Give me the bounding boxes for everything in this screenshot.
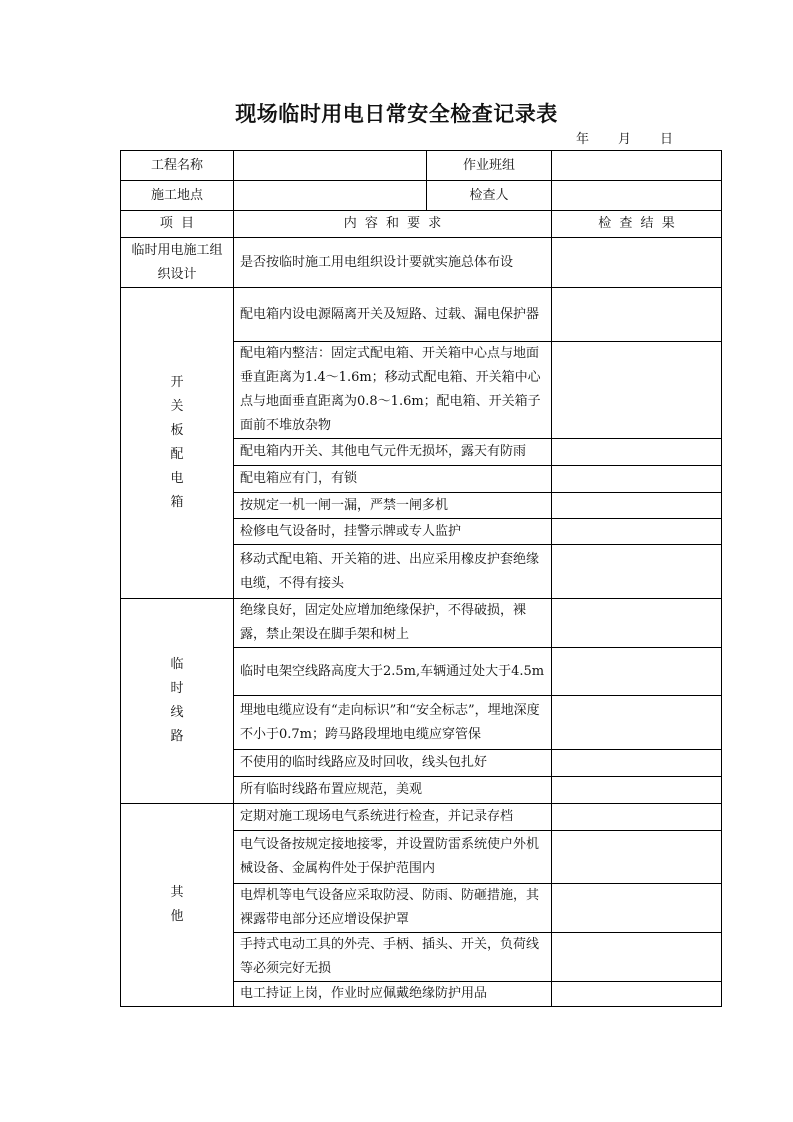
column-item: 项 目 — [121, 211, 234, 238]
requirement-text: 是否按临时施工用电组织设计要就实施总体布设 — [234, 238, 552, 288]
date-day: 日 — [660, 132, 674, 147]
requirement-text: 移动式配电箱、开关箱的进、出应采用橡皮护套绝缘电缆，不得有接头 — [234, 545, 552, 599]
result-field[interactable] — [552, 831, 722, 884]
requirement-text: 不使用的临时线路应及时回收，线头包扎好 — [234, 750, 552, 777]
requirement-text: 配电箱内设电源隔离开关及短路、过载、漏电保护器 — [234, 288, 552, 342]
column-content: 内 容 和 要 求 — [234, 211, 552, 238]
table-row — [121, 599, 722, 648]
table-row — [121, 288, 722, 342]
page-title: 现场临时用电日常安全检查记录表 — [235, 102, 558, 126]
table-row — [121, 238, 722, 288]
requirement-text: 电气设备按规定接地接零，并设置防雷系统使户外机械设备、金属构件处于保护范围内 — [234, 831, 552, 884]
requirement-text: 所有临时线路布置应规范，美观 — [234, 777, 552, 804]
requirement-text: 电工持证上岗，作业时应佩戴绝缘防护用品 — [234, 982, 552, 1007]
requirement-text: 埋地电缆应设有“走向标识”和“安全标志”，埋地深度不小于0.7m；跨马路段埋地电缆应穿管保 — [234, 696, 552, 750]
date-line — [576, 128, 673, 147]
requirement-text: 绝缘良好，固定处应增加绝缘保护，不得破损，裸露，禁止架设在脚手架和树上 — [234, 599, 552, 648]
result-field[interactable] — [552, 648, 722, 696]
result-field[interactable] — [552, 696, 722, 750]
result-field[interactable] — [552, 750, 722, 777]
result-field[interactable] — [552, 777, 722, 804]
requirement-text: 电焊机等电气设备应采取防浸、防雨、防砸措施，其裸露带电部分还应增设保护罩 — [234, 884, 552, 933]
result-field[interactable] — [552, 519, 722, 545]
header-row-project — [121, 151, 722, 181]
column-result: 检 查 结 果 — [552, 211, 722, 238]
result-field[interactable] — [552, 982, 722, 1007]
requirement-text: 配电箱内开关、其他电气元件无损坏，露天有防雨 — [234, 439, 552, 466]
header-row-site — [121, 181, 722, 211]
table-row — [121, 804, 722, 831]
column-header-row — [121, 211, 722, 238]
inspector-field[interactable] — [552, 181, 722, 211]
requirement-text: 手持式电动工具的外壳、手柄、插头、开关，负荷线等必须完好无损 — [234, 933, 552, 982]
site-label: 施工地点 — [121, 181, 234, 211]
project-name-field[interactable] — [234, 151, 427, 181]
team-label: 作业班组 — [427, 151, 552, 181]
section-label: 临 时 线 路 — [121, 599, 234, 804]
result-field[interactable] — [552, 238, 722, 288]
inspector-label: 检查人 — [427, 181, 552, 211]
date-month: 月 — [618, 132, 632, 147]
section-label: 开 关 板 配 电 箱 — [121, 288, 234, 599]
site-field[interactable] — [234, 181, 427, 211]
team-field[interactable] — [552, 151, 722, 181]
requirement-text: 检修电气设备时，挂警示牌或专人监护 — [234, 519, 552, 545]
result-field[interactable] — [552, 933, 722, 982]
date-year: 年 — [576, 132, 590, 147]
project-name-label: 工程名称 — [121, 151, 234, 181]
requirement-text: 配电箱应有门，有锁 — [234, 466, 552, 493]
requirement-text: 配电箱内整洁：固定式配电箱、开关箱中心点与地面垂直距离为1.4～1.6m；移动式配电箱、开关箱中心点与地面垂直距离为0.8～1.6m；配电箱、开关箱子面前不堆放杂物 — [234, 342, 552, 439]
requirement-text: 临时电架空线路高度大于2.5m,车辆通过处大于4.5m — [234, 648, 552, 696]
section-label: 临时用电施工组织设计 — [121, 238, 234, 288]
result-field[interactable] — [552, 545, 722, 599]
result-field[interactable] — [552, 804, 722, 831]
result-field[interactable] — [552, 884, 722, 933]
result-field[interactable] — [552, 439, 722, 466]
result-field[interactable] — [552, 599, 722, 648]
requirement-text: 按规定一机一闸一漏，严禁一闸多机 — [234, 493, 552, 519]
section-label: 其 他 — [121, 804, 234, 1007]
inspection-table — [120, 150, 722, 1007]
result-field[interactable] — [552, 342, 722, 439]
result-field[interactable] — [552, 466, 722, 493]
result-field[interactable] — [552, 288, 722, 342]
result-field[interactable] — [552, 493, 722, 519]
requirement-text: 定期对施工现场电气系统进行检查，并记录存档 — [234, 804, 552, 831]
